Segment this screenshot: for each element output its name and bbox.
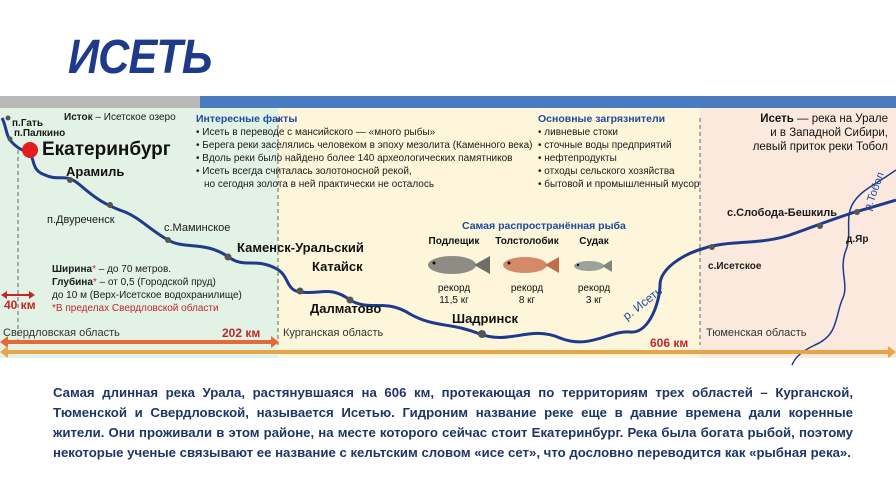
size-info: Ширина* – до 70 метров. Глубина* – от 0,5 (Городской пруд) до 10 м (Верх-Исетское водохранилище) *В пределах Свердловской области bbox=[52, 264, 242, 314]
fact-item: • Исеть в переводе с мансийского — «много рыбы» bbox=[196, 126, 532, 139]
palkino-dot bbox=[8, 137, 13, 142]
place-dalmatovo: Далматово bbox=[310, 301, 382, 316]
page-title: ИСЕТЬ bbox=[68, 31, 212, 84]
fact-continuation: но сегодня золота в ней практически не осталось bbox=[204, 179, 435, 190]
gat-dot bbox=[6, 116, 11, 121]
distance-40km: 40 км bbox=[4, 298, 36, 312]
pollutants-list bbox=[538, 126, 699, 191]
bream-fish-icon bbox=[428, 256, 490, 274]
river-info: Исеть — река на Урале и в Западной Сибири, левый приток реки Тобол bbox=[752, 113, 888, 153]
fish-heading: Самая распространённая рыба bbox=[462, 220, 626, 232]
fact-item: • Берега реки заселялись человеком в эпоху мезолита (Каменного века) bbox=[196, 139, 532, 152]
pollutant-item: • бытовой и промышленный мусор bbox=[538, 178, 699, 191]
ekaterinburg-dot bbox=[22, 142, 38, 158]
kamensk-dot bbox=[225, 254, 232, 261]
pollutants-heading: Основные загрязнители bbox=[538, 113, 666, 125]
place-maminskoe: с.Маминское bbox=[164, 222, 231, 234]
fact-item: • Исеть всегда считалась золотоносной рекой, bbox=[196, 165, 532, 178]
sloboda-dot bbox=[817, 223, 823, 229]
place-ekaterinburg: Екатеринбург bbox=[42, 139, 171, 160]
fish-record-bream: рекорд 11,5 кг bbox=[437, 283, 471, 306]
zander-fish-icon bbox=[574, 260, 612, 272]
place-dvurechensk: п.Двуреченск bbox=[47, 214, 115, 226]
facts-list bbox=[196, 126, 532, 178]
shadrinsk-dot bbox=[478, 330, 486, 338]
place-aramil: Арамиль bbox=[66, 164, 125, 179]
place-yar: д.Яр bbox=[846, 234, 869, 245]
pollutant-item: • отходы сельского хозяйства bbox=[538, 165, 699, 178]
place-shadrinsk: Шадринск bbox=[452, 311, 519, 326]
fish-record-carp: рекорд 8 кг bbox=[510, 283, 544, 306]
place-palkino: п.Палкино bbox=[14, 128, 66, 139]
pollutant-item: • ливневые стоки bbox=[538, 126, 699, 139]
maminskoe-dot bbox=[165, 237, 171, 243]
region-kurgan: Курганская область bbox=[283, 327, 384, 339]
fish-name-zander: Судак bbox=[579, 236, 609, 247]
fish-name-carp: Толстолобик bbox=[495, 236, 559, 247]
place-gat: п.Гать bbox=[12, 118, 43, 129]
description-paragraph: Самая длинная река Урала, растянувшаяся на 606 км, протекающая по территориям трех областей – Курганской, Тюменской и Свердловской, называется Исетью. Гидроним название реке еще в давние времена дали коренные жители. Они проживали в этом районе, на месте которого сейчас стоит Екатеринбург. Река была богата рыбой, поэтому некоторые ученые связывают ее название с кельтским словом «исе сет», что дословно переводится как «рыбная река». bbox=[53, 385, 853, 460]
yar-dot bbox=[854, 209, 860, 215]
dvurechensk-dot bbox=[107, 202, 113, 208]
fact-item: • Вдоль реки было найдено более 140 археологических памятников bbox=[196, 152, 532, 165]
fish-name-bream: Подлещик bbox=[428, 236, 480, 247]
source-note: Исток – Исетское озеро bbox=[64, 112, 176, 123]
facts-heading: Интересные факты bbox=[196, 113, 298, 125]
region-sverdlovsk: Свердловская область bbox=[3, 327, 120, 339]
place-kamensk: Каменск-Уральский bbox=[237, 240, 364, 255]
carp-fish-icon bbox=[503, 257, 559, 273]
iset-river-label: р. Исеть bbox=[620, 283, 665, 324]
tobol-river bbox=[792, 170, 896, 365]
distance-202km: 202 км bbox=[222, 326, 261, 340]
fish-record-zander: рекорд 3 кг bbox=[577, 283, 611, 306]
kataysk-dot bbox=[297, 288, 304, 295]
pollutant-item: • сточные воды предприятий bbox=[538, 139, 699, 152]
place-kataysk: Катайск bbox=[312, 259, 363, 274]
isetskoe-dot bbox=[709, 244, 715, 250]
place-isetskoe: с.Исетское bbox=[708, 261, 762, 272]
pollutant-item: • нефтепродукты bbox=[538, 152, 699, 165]
distance-606km: 606 км bbox=[650, 336, 689, 350]
tobol-river-label: р.Тобол bbox=[862, 170, 887, 213]
region-tyumen: Тюменская область bbox=[706, 327, 807, 339]
place-sloboda: с.Слобода-Бешкиль bbox=[727, 207, 838, 219]
